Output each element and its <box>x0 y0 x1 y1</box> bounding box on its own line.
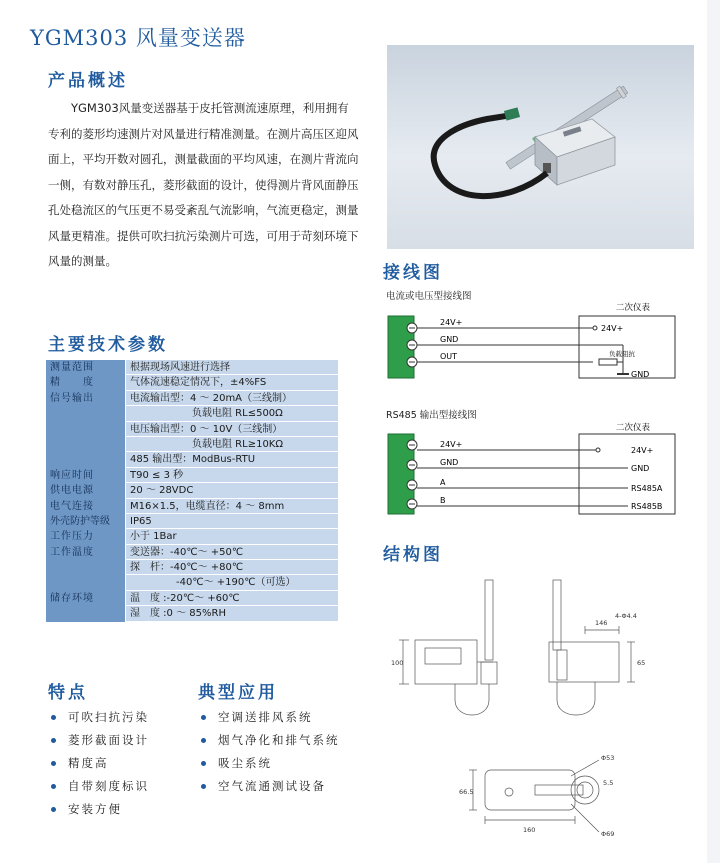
spec-key: 工作温度 <box>46 545 126 560</box>
spec-value: 485 输出型：ModBus-RTU <box>126 452 338 467</box>
dim-d69: Φ69 <box>601 830 615 838</box>
wiring2-instrument: 二次仪表 <box>616 423 651 433</box>
spec-key <box>46 422 126 437</box>
wiring1-input-gnd: GND <box>631 370 650 379</box>
overview-text: YGM303风量变送器基于皮托管测流速原理，利用拥有专利的菱形均速测片对风量进行精准测量。在测片高压区迎风面上，平均开数对圆孔，测量截面的平均风速，在测片背流向一侧，有数对静压孔，菱形截面的设计，使得测片背风面静压孔处稳流区的气压更不易受紊乱气流影响，气流更稳定，测量风量更精准。提供可吹扫抗污染测片可选，可用于苛刻环境下风量的测量。 <box>48 101 359 268</box>
spec-value: 变送器：-40℃～ +50℃ <box>126 545 338 560</box>
spec-row <box>46 560 338 575</box>
dim-height: 100 <box>391 659 404 667</box>
dim-hole: 4-Φ4.4 <box>615 612 637 620</box>
spec-row <box>46 575 338 590</box>
wiring2-terminal-24v: 24V+ <box>440 440 463 449</box>
features-list <box>48 706 149 821</box>
list-item: 空气流通测试设备 <box>198 775 340 798</box>
spec-row <box>46 406 338 421</box>
dim-d53: Φ53 <box>601 754 615 762</box>
spec-value: 探 杆：-40℃～ +80℃ <box>126 560 338 575</box>
list-item: 吸尘系统 <box>198 752 340 775</box>
spec-key: 电气连接 <box>46 499 126 514</box>
overview-heading: 产品概述 <box>48 71 128 91</box>
spec-value: 负载电阻 RL≥10KΩ <box>126 437 338 452</box>
wiring-heading: 接线图 <box>383 263 443 283</box>
wiring2-terminal-a: A <box>440 478 446 487</box>
spec-value: 湿 度 :0 ～ 85%RH <box>126 606 338 621</box>
dim-depth: 66.5 <box>459 788 474 796</box>
wiring2-input-24v: 24V+ <box>631 446 654 455</box>
spec-key: 储存环境 <box>46 591 126 606</box>
wiring1-terminal-out: OUT <box>440 352 458 361</box>
spec-row <box>46 391 338 406</box>
dim-d5: 5.5 <box>603 779 614 787</box>
spec-value: M16×1.5，电缆直径：4 ～ 8mm <box>126 499 338 514</box>
spec-key: 测量范围 <box>46 360 126 375</box>
list-item: 菱形截面设计 <box>48 729 149 752</box>
spec-row <box>46 591 338 606</box>
list-item: 精度高 <box>48 752 149 775</box>
spec-value: 电压输出型：0 ～ 10V（三线制） <box>126 422 338 437</box>
spec-row <box>46 499 338 514</box>
spec-key: 响应时间 <box>46 468 126 483</box>
spec-key: 外壳防护等级 <box>46 514 126 529</box>
spec-value: 电流输出型：4 ～ 20mA（三线制） <box>126 391 338 406</box>
wiring1-terminal-24v: 24V+ <box>440 318 463 327</box>
spec-key: 信号输出 <box>46 391 126 406</box>
page-title: YGM303 风量变送器 <box>30 26 246 50</box>
wiring-diagram-2 <box>383 420 693 520</box>
spec-key <box>46 575 126 590</box>
wiring2-terminal-b: B <box>440 496 446 505</box>
wiring2-terminal-gnd: GND <box>440 458 459 467</box>
applications-list <box>198 706 340 798</box>
list-item: 烟气净化和排气系统 <box>198 729 340 752</box>
spec-row <box>46 437 338 452</box>
wiring1-instrument-box <box>579 316 675 378</box>
wiring1-input-24v: 24V+ <box>601 324 624 333</box>
spec-value: 根据现场风速进行选择 <box>126 360 338 375</box>
dim-side: 65 <box>637 659 646 667</box>
spec-row <box>46 360 338 375</box>
wiring2-input-gnd: GND <box>631 464 650 473</box>
dim-length: 160 <box>523 826 536 834</box>
product-photo-drawing <box>387 45 694 249</box>
spec-key <box>46 406 126 421</box>
side-view-box <box>549 642 619 682</box>
list-item: 自带刻度标识 <box>48 775 149 798</box>
spec-value: 负载电阻 RL≤500Ω <box>126 406 338 421</box>
spec-row <box>46 483 338 498</box>
page-edge <box>707 0 720 863</box>
wiring1-instrument: 二次仪表 <box>616 303 651 313</box>
spec-key <box>46 560 126 575</box>
spec-value: 温 度 :-20℃～ +60℃ <box>126 591 338 606</box>
wiring2-input-b: RS485B <box>631 502 663 511</box>
features-heading: 特点 <box>48 683 88 703</box>
wiring1-load: 负载阻抗 <box>609 350 635 358</box>
spec-key <box>46 606 126 621</box>
spec-table <box>46 360 338 622</box>
bottom-view-box <box>485 770 575 810</box>
spec-value: 小于 1Bar <box>126 529 338 544</box>
spec-value: 气体流速稳定情况下，±4%FS <box>126 375 338 390</box>
spec-row <box>46 529 338 544</box>
spec-key: 工作压力 <box>46 529 126 544</box>
spec-value: IP65 <box>126 514 338 529</box>
applications-heading: 典型应用 <box>198 683 278 703</box>
spec-row <box>46 545 338 560</box>
spec-row <box>46 422 338 437</box>
spec-key: 供电电源 <box>46 483 126 498</box>
spec-row <box>46 375 338 390</box>
front-view-box <box>415 640 477 684</box>
list-item: 安装方便 <box>48 798 149 821</box>
structure-heading: 结构图 <box>383 545 443 565</box>
dim-width: 146 <box>595 619 608 627</box>
wiring2-caption: RS485 输出型接线图 <box>386 410 477 421</box>
list-item: 可吹扫抗污染 <box>48 706 149 729</box>
spec-value: T90 ≤ 3 秒 <box>126 468 338 483</box>
spec-value: 20 ～ 28VDC <box>126 483 338 498</box>
wiring1-terminal-gnd: GND <box>440 335 459 344</box>
spec-row <box>46 452 338 467</box>
structure-drawing <box>385 570 685 860</box>
spec-row <box>46 606 338 621</box>
spec-key <box>46 437 126 452</box>
spec-row <box>46 514 338 529</box>
spec-value: -40℃～ +190℃（可选） <box>126 575 338 590</box>
product-photo <box>387 45 694 249</box>
wiring-diagram-1 <box>383 298 693 388</box>
wiring1-caption: 电流或电压型接线图 <box>386 291 472 302</box>
specs-heading: 主要技术参数 <box>48 335 168 355</box>
wiring2-input-a: RS485A <box>631 484 663 493</box>
spec-key: 精 度 <box>46 375 126 390</box>
spec-row <box>46 468 338 483</box>
spec-key <box>46 452 126 467</box>
list-item: 空调送排风系统 <box>198 706 340 729</box>
